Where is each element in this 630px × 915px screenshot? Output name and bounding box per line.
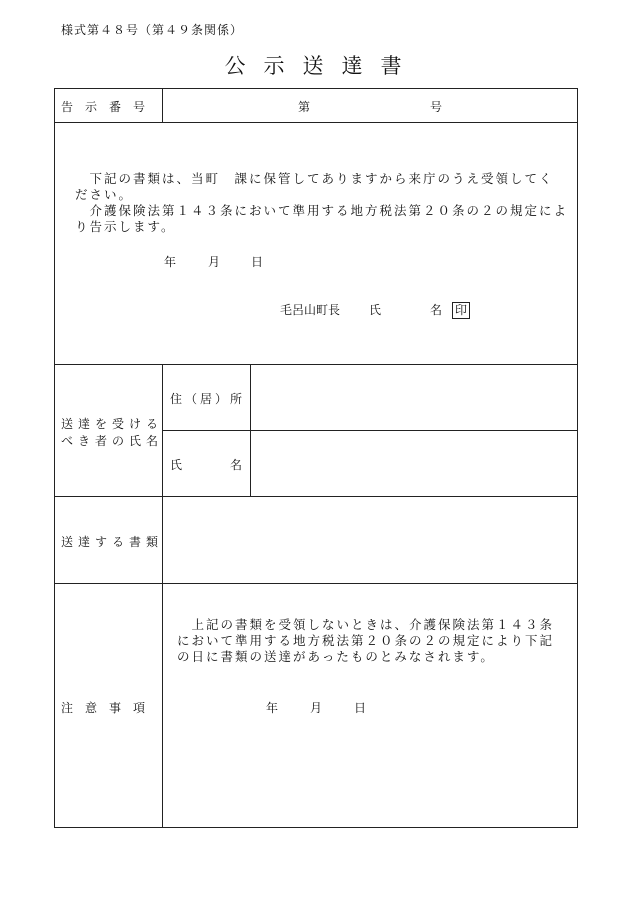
notice-number-dai: 第 <box>298 100 311 114</box>
notice-number-label: 告示番号 <box>61 100 158 114</box>
address-label: 住（居）所 <box>170 392 246 406</box>
row-divider <box>54 496 578 497</box>
notice-date-month: 月 <box>208 255 221 269</box>
notice-body-line: り告示します。 <box>75 219 176 234</box>
notice-body-line: ださい。 <box>75 187 134 202</box>
row-divider <box>54 364 578 365</box>
row-divider <box>162 430 578 431</box>
notice-body-line: 介護保険法第１４３条において準用する地方税法第２０条の２の規定によ <box>75 203 569 218</box>
seal-mark <box>450 299 470 319</box>
documents-label: 送達する書類 <box>61 535 164 549</box>
name-label: 氏名 <box>170 458 291 472</box>
column-divider <box>162 88 163 122</box>
caution-date-month: 月 <box>310 701 323 715</box>
signer-title: 毛呂山町長 <box>280 303 341 317</box>
recipient-label: べき者の氏名 <box>61 434 164 448</box>
notice-body-line: 下記の書類は、当町 課に保管してありますから来庁のうえ受領してく <box>75 171 554 186</box>
caution-date-day: 日 <box>354 701 367 715</box>
caution-label: 注意事項 <box>61 701 158 715</box>
column-divider <box>250 364 251 496</box>
caution-date-year: 年 <box>266 701 279 715</box>
row-divider <box>54 122 578 123</box>
row-divider <box>54 583 578 584</box>
notice-number-go: 号 <box>430 100 443 114</box>
caution-text-line: 上記の書類を受領しないときは、介護保険法第１４３条 <box>177 617 555 632</box>
caution-text-line: の日に書類の送達があったものとみなされます。 <box>177 649 495 664</box>
notice-date-day: 日 <box>251 255 264 269</box>
seal-icon: 印 <box>452 302 470 319</box>
notice-body <box>75 171 570 235</box>
caution-text <box>177 617 572 665</box>
signer-name-label: 名 <box>430 303 443 317</box>
notice-date-year: 年 <box>164 255 177 269</box>
caution-text-line: において準用する地方税法第２０条の２の規定により下記 <box>177 633 555 648</box>
recipient-label: 送達を受ける <box>61 417 164 431</box>
signer-name-label: 氏 <box>369 303 382 317</box>
page-title: 公示送達書 <box>224 54 420 78</box>
form-reference: 様式第４８号（第４９条関係） <box>61 23 244 37</box>
